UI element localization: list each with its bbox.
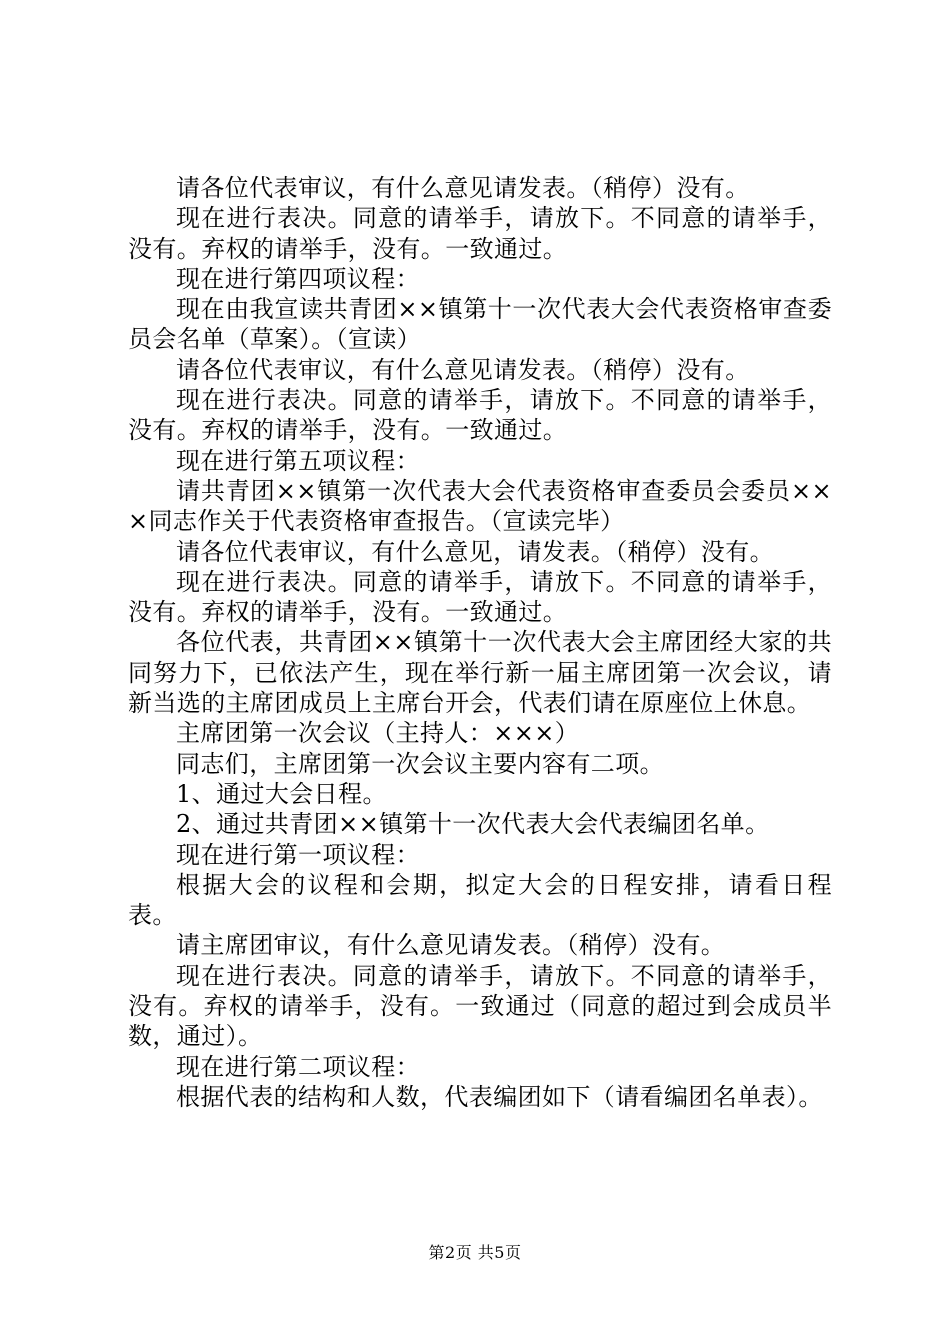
paragraph: 现在进行第五项议程：: [176, 446, 420, 475]
paragraph: 根据大会的议程和会期，拟定大会的日程安排，请看日程表。: [128, 870, 832, 930]
paragraph: 现在进行第四项议程：: [176, 264, 420, 293]
paragraph: 请各位代表审议，有什么意见请发表。（稍停）没有。: [176, 355, 750, 384]
page-number-footer: 第2页 共5页: [428, 1243, 522, 1262]
paragraph: 各位代表，共青团××镇第十一次代表大会主席团经大家的共同努力下，已依法产生，现在举行新一届主席团第一次会议，请新当选的主席团成员上主席台开会，代表们请在原座位上休息。: [128, 628, 832, 718]
paragraph: 请各位代表审议，有什么意见，请发表。（稍停）没有。: [176, 537, 774, 566]
paragraph: 请各位代表审议，有什么意见请发表。（稍停）没有。: [176, 174, 750, 202]
paragraph: 根据代表的结构和人数，代表编团如下（请看编团名单表）。: [176, 1082, 823, 1111]
paragraph: 现在进行表决。同意的请举手，请放下。不同意的请举手，没有。弃权的请举手，没有。一致通过（同意的超过到会成员半数，通过）。: [128, 961, 832, 1051]
paragraph: 2、通过共青团××镇第十一次代表大会代表编团名单。: [176, 810, 770, 839]
paragraph: 请共青团××镇第一次代表大会代表资格审查委员会委员×××同志作关于代表资格审查报告。（宣读完毕）: [128, 476, 832, 536]
paragraph: 现在进行表决。同意的请举手，请放下。不同意的请举手，没有。弃权的请举手，没有。一致通过。: [128, 204, 832, 263]
paragraph: 现在进行表决。同意的请举手，请放下。不同意的请举手，没有。弃权的请举手，没有。一致通过。: [128, 386, 832, 445]
paragraph: 现在进行第二项议程：: [176, 1052, 420, 1081]
paragraph: 现在进行第一项议程：: [176, 840, 420, 869]
document-body: [128, 173, 832, 1112]
paragraph: 请主席团审议，有什么意见请发表。（稍停）没有。: [176, 931, 726, 960]
paragraph: 主席团第一次会议（主持人：×××）: [176, 719, 580, 748]
paragraph: 1、通过大会日程。: [176, 779, 387, 808]
paragraph: 现在由我宣读共青团××镇第十一次代表大会代表资格审查委员会名单（草案）。（宣读）: [128, 295, 832, 354]
paragraph: 现在进行表决。同意的请举手，请放下。不同意的请举手，没有。弃权的请举手，没有。一致通过。: [128, 567, 832, 627]
paragraph: 同志们，主席团第一次会议主要内容有二项。: [176, 749, 664, 778]
